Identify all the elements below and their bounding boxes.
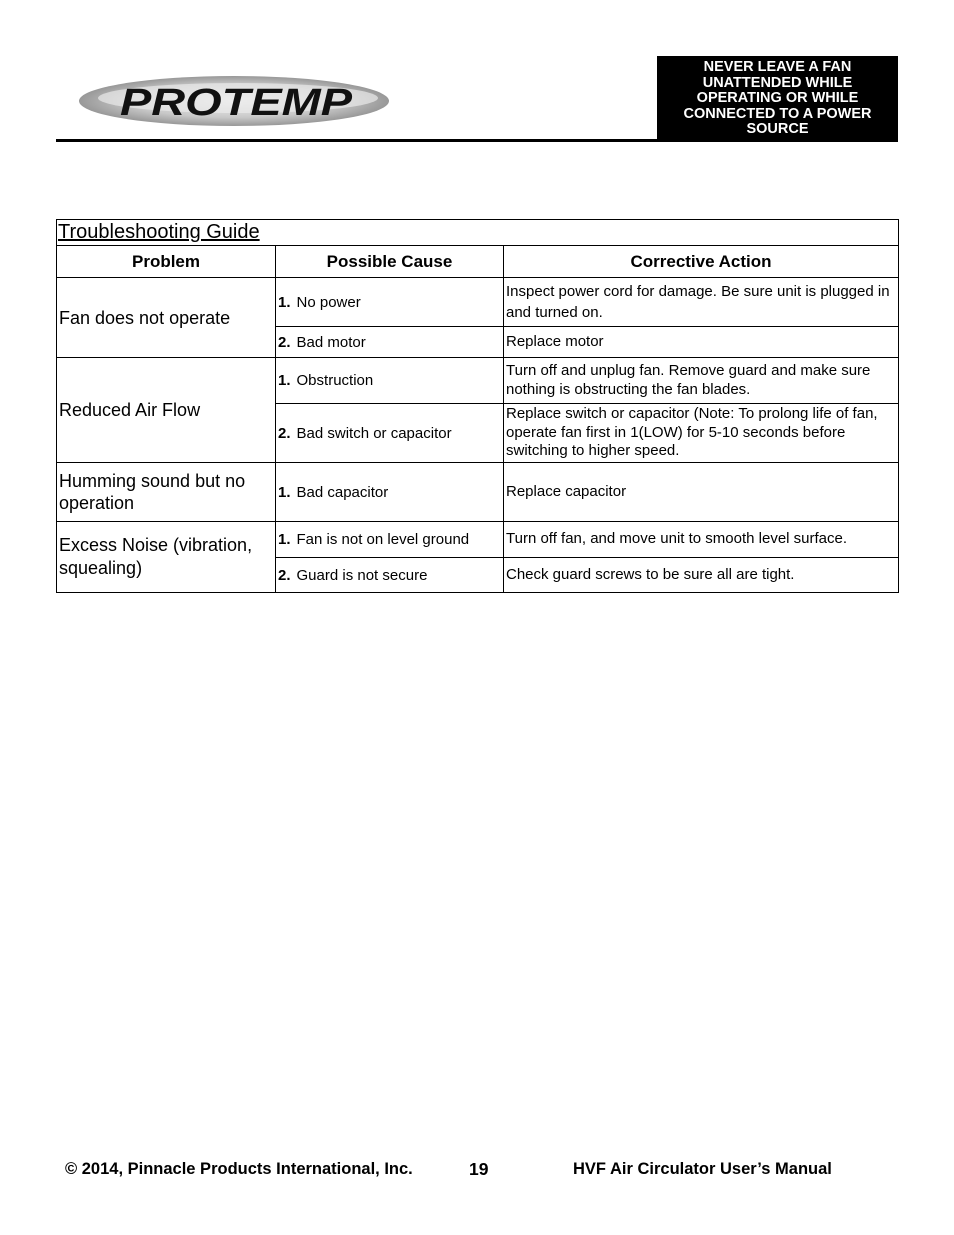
table-row bbox=[57, 358, 899, 404]
column-header-problem: Problem bbox=[57, 246, 276, 278]
column-header-action: Corrective Action bbox=[504, 246, 899, 278]
logo-wordmark: PROTEMP bbox=[120, 82, 353, 124]
safety-warning-text: NEVER LEAVE A FAN UNATTENDED WHILE OPERATING OR WHILE CONNECTED TO A POWER SOURCE bbox=[683, 59, 872, 138]
header-rule bbox=[56, 139, 658, 142]
action-cell: Turn off fan, and move unit to smooth level surface. bbox=[504, 522, 899, 558]
safety-warning-box bbox=[657, 56, 898, 142]
protemp-logo bbox=[78, 74, 390, 128]
footer-page-number: 19 bbox=[469, 1159, 489, 1179]
action-cell: Inspect power cord for damage. Be sure unit is plugged in and turned on. bbox=[504, 278, 899, 327]
column-header-cause: Possible Cause bbox=[276, 246, 504, 278]
problem-cell: Humming sound but no operation bbox=[57, 463, 276, 522]
footer-manual-title: HVF Air Circulator User’s Manual bbox=[573, 1160, 832, 1178]
table-row bbox=[57, 278, 899, 327]
table-row bbox=[57, 463, 899, 522]
action-cell: Turn off and unplug fan. Remove guard and make sure nothing is obstructing the fan blades. bbox=[504, 358, 899, 404]
cause-cell: 2. Bad motor bbox=[276, 327, 504, 358]
cause-cell: 2. Bad switch or capacitor bbox=[276, 404, 504, 463]
cause-cell: 1. Bad capacitor bbox=[276, 463, 504, 522]
cause-cell: 1. No power bbox=[276, 278, 504, 327]
problem-cell: Fan does not operate bbox=[57, 278, 276, 358]
table-header-row bbox=[57, 246, 899, 278]
cause-cell: 2. Guard is not secure bbox=[276, 558, 504, 593]
cause-cell: 1. Fan is not on level ground bbox=[276, 522, 504, 558]
problem-cell: Excess Noise (vibration, squealing) bbox=[57, 522, 276, 593]
cause-cell: 1. Obstruction bbox=[276, 358, 504, 404]
table-title-row bbox=[57, 220, 899, 246]
action-cell: Replace capacitor bbox=[504, 463, 899, 522]
problem-cell: Reduced Air Flow bbox=[57, 358, 276, 463]
action-cell: Check guard screws to be sure all are tight. bbox=[504, 558, 899, 593]
table-title: Troubleshooting Guide bbox=[57, 220, 899, 246]
action-cell: Replace motor bbox=[504, 327, 899, 358]
table-row bbox=[57, 522, 899, 558]
footer-copyright: © 2014, Pinnacle Products International, Inc. bbox=[65, 1160, 413, 1178]
troubleshooting-table bbox=[56, 219, 899, 593]
action-cell: Replace switch or capacitor (Note: To prolong life of fan, operate fan first in 1(LOW) for 5-10 seconds before switching to higher speed. bbox=[504, 404, 899, 463]
